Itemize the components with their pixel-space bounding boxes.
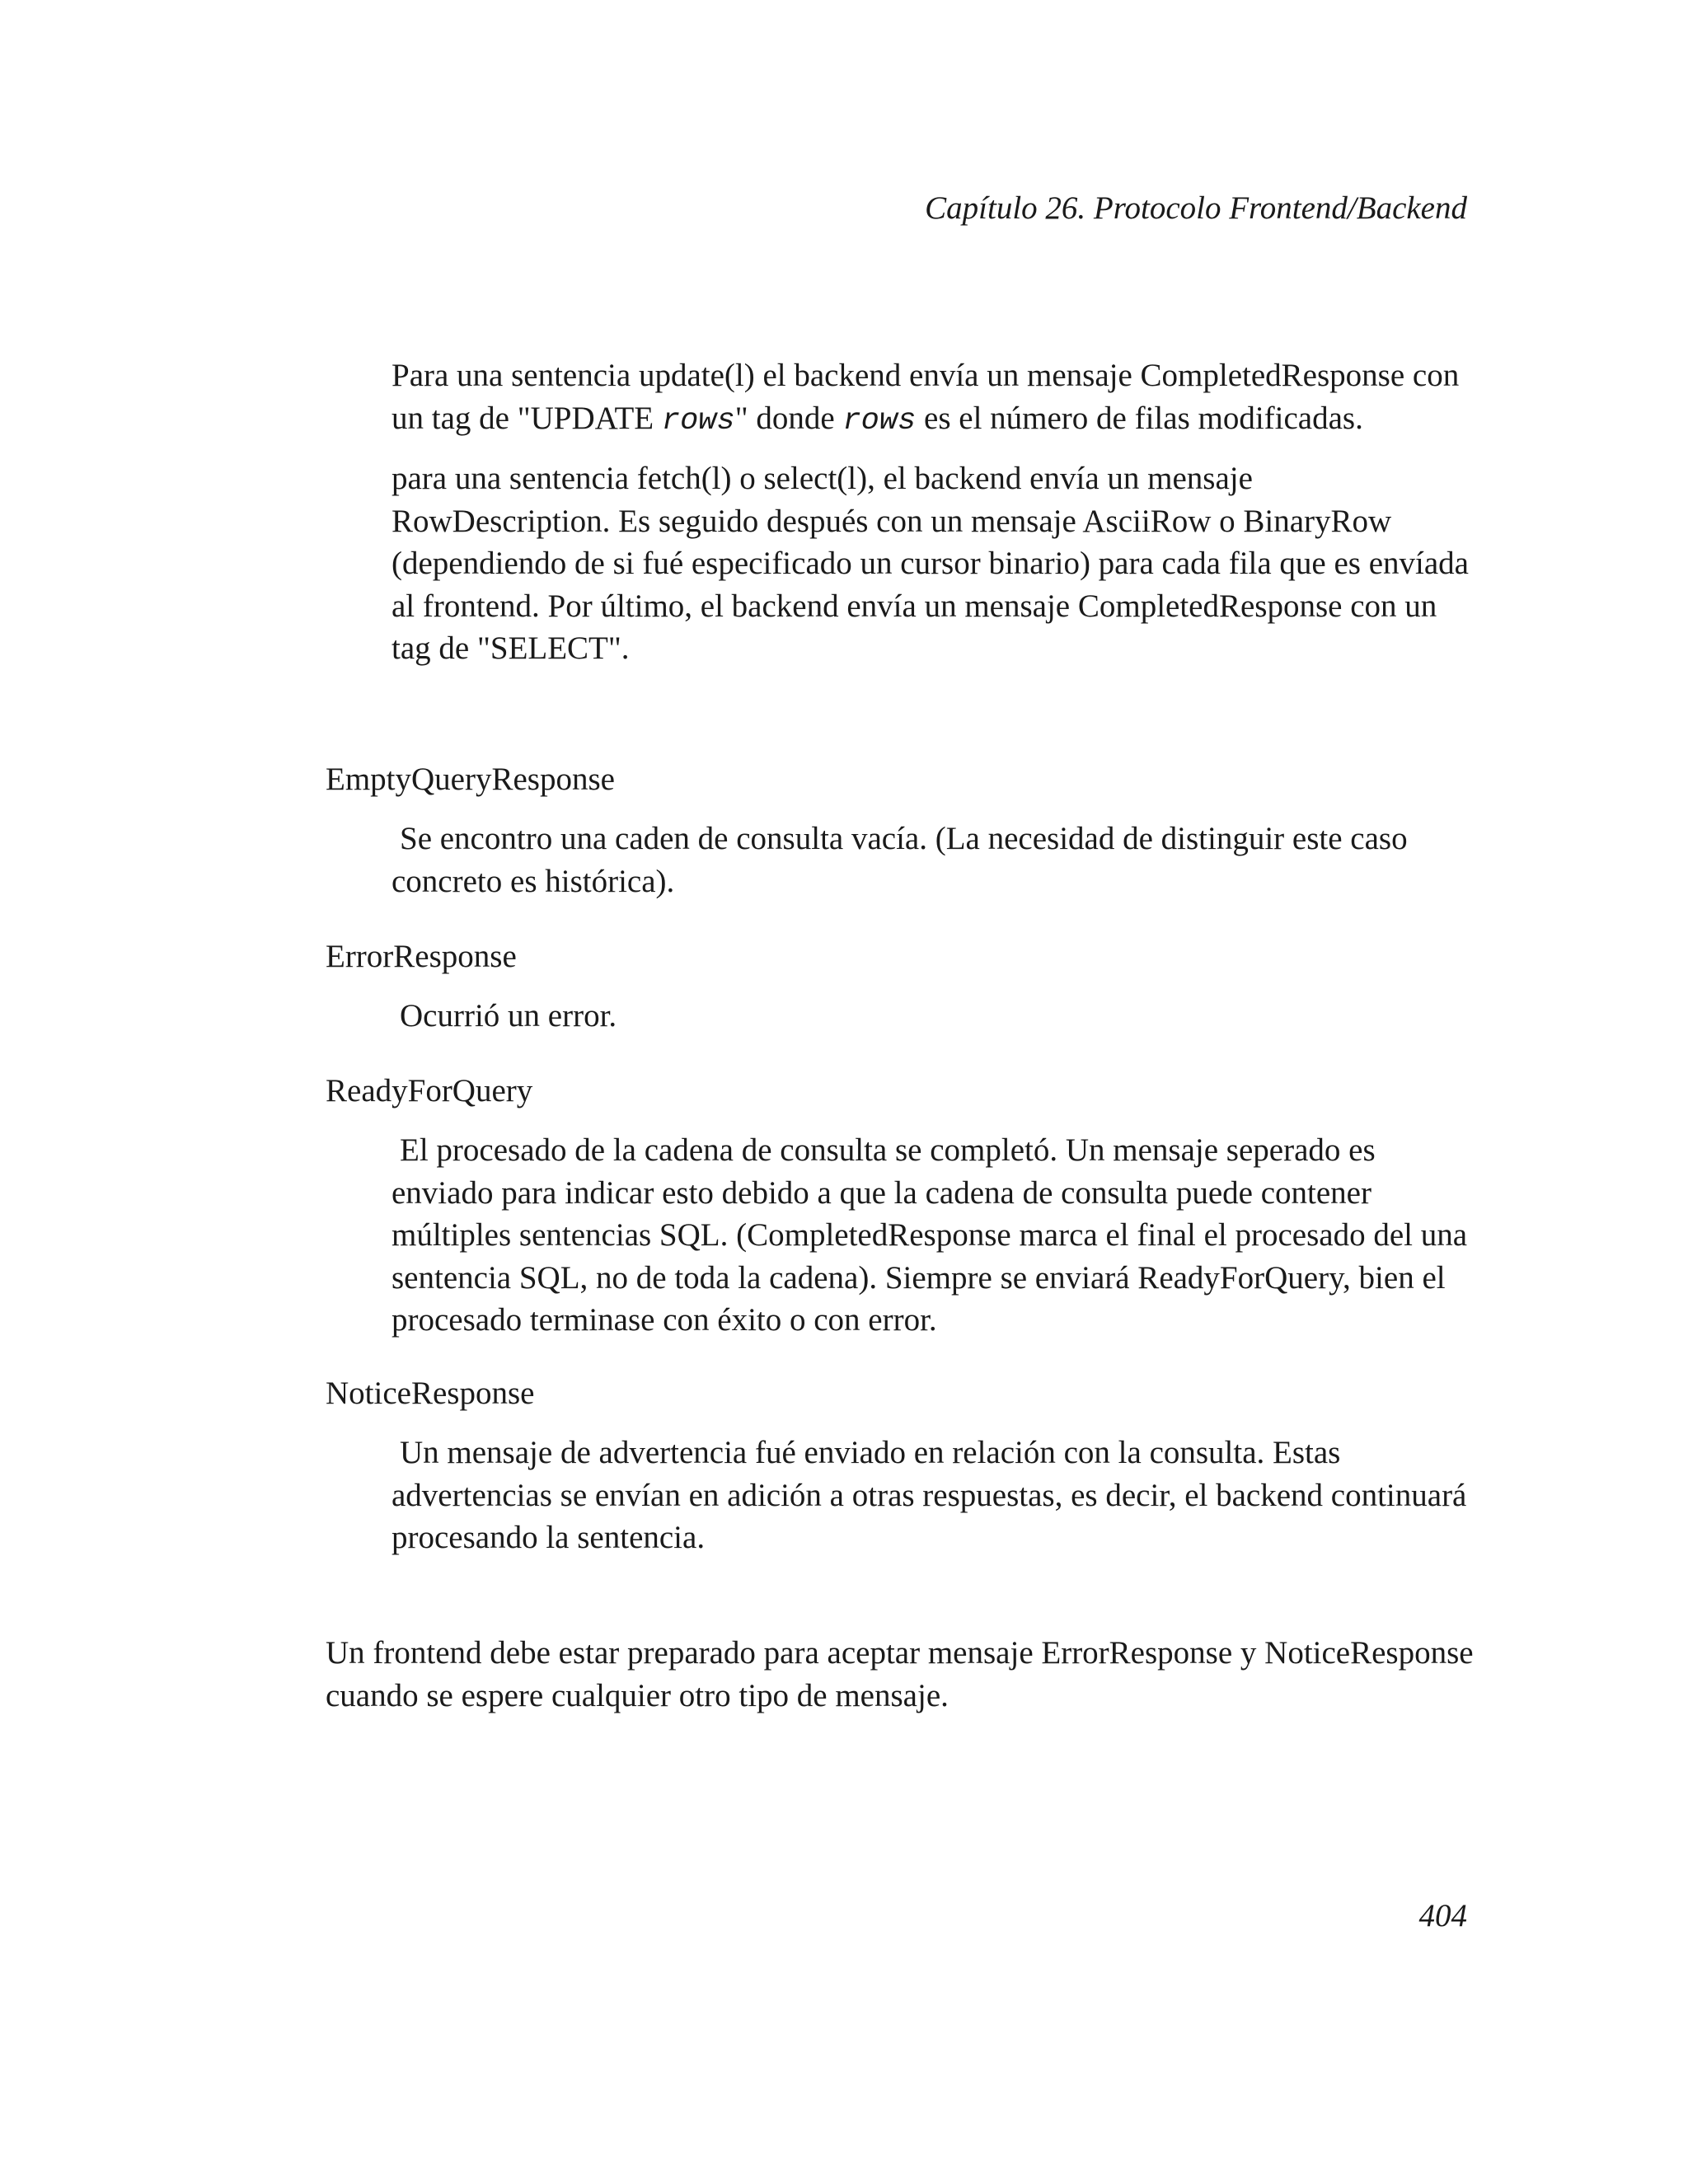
update-text-start: Para una sentencia update(l) el backend envía un mensaje CompletedResponse con un tag de "UPDATE: [392, 358, 1460, 436]
desc-notice-response-block: [392, 1432, 1479, 1559]
update-text-middle: " donde: [734, 400, 843, 436]
page-number: 404: [1418, 1898, 1467, 1933]
term-ready-for-query: ReadyForQuery: [326, 1073, 533, 1108]
update-text-end: es el número de filas modificadas.: [916, 400, 1363, 436]
rows-literal-1: rows: [661, 403, 735, 438]
term-empty-query-response: EmptyQueryResponse: [326, 762, 615, 797]
desc-empty-query-response: Se encontro una caden de consulta vacía. (La necesidad de distinguir este caso concreto es histórica).: [392, 821, 1408, 899]
desc-error-response: Ocurrió un error.: [400, 998, 617, 1033]
select-paragraph: para una sentencia fetch(l) o select(l), el backend envía un mensaje RowDescription. Es seguido después con un mensaje AsciiRow o BinaryRow (dependiendo de si fué especificado un cursor binario) para cada fila que es envíada al frontend. Por último, el backend envía un mensaje CompletedResponse con un tag de "SELECT".: [392, 461, 1469, 666]
desc-error-response-block: [392, 995, 1479, 1038]
closing-paragraph-block: [326, 1632, 1479, 1717]
update-paragraph-block: [392, 354, 1479, 443]
desc-notice-response: Un mensaje de advertencia fué enviado en relación con la consulta. Estas advertencias se envían en adición a otras respuestas, es decir, el backend continuará procesando la sentencia.: [392, 1435, 1467, 1555]
select-paragraph-block: [392, 457, 1479, 670]
desc-ready-for-query: El procesado de la cadena de consulta se completó. Un mensaje seperado es enviado para indicar esto debido a que la cadena de consulta puede contener múltiples sentencias SQL. (CompletedResponse marca el final el procesado del una sentencia SQL, no de toda la cadena). Siempre se enviará ReadyForQuery, bien el procesado terminase con éxito o con error.: [392, 1132, 1468, 1338]
update-paragraph: [392, 354, 1479, 443]
term-error-response: ErrorResponse: [326, 939, 517, 974]
closing-paragraph: Un frontend debe estar preparado para aceptar mensaje ErrorResponse y NoticeResponse cuando se espere cualquier otro tipo de mensaje.: [326, 1635, 1474, 1713]
desc-ready-for-query-block: [392, 1129, 1479, 1342]
running-header: Capítulo 26. Protocolo Frontend/Backend: [925, 190, 1467, 226]
term-notice-response: NoticeResponse: [326, 1376, 535, 1411]
rows-literal-2: rows: [842, 403, 917, 438]
desc-empty-query-response-block: [392, 818, 1479, 902]
